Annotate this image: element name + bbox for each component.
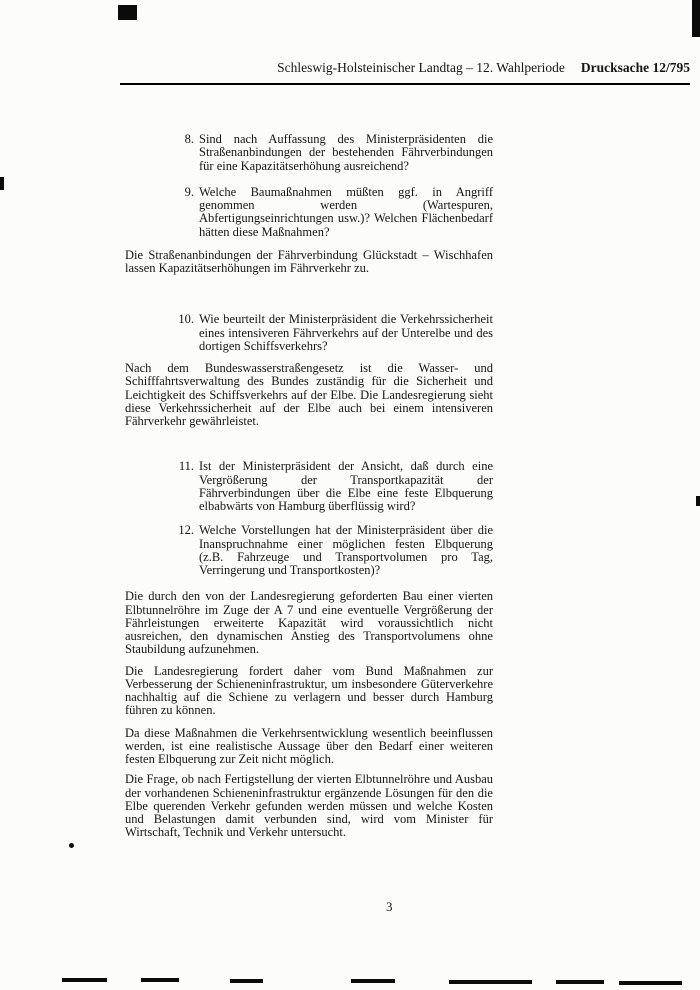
answer-paragraph-5: Da diese Maßnahmen die Verkehrsentwicklung wesentlich beeinflussen werden, ist eine realistische Aussage über den Bedarf einer weiteren festen Elbquerung zur Zeit nicht möglich. bbox=[125, 725, 493, 766]
scan-artifact-dash bbox=[619, 981, 682, 985]
answer-paragraph-2: Nach dem Bundeswasserstraßengesetz ist die Wasser- und Schifffahrtsverwaltung des Bundes zuständig für die Sicherheit und Leichtigkeit des Schiffsverkehrs auf der Elbe. Die Landesregierung sieht diese Verkehrssicherheit auf der Elbe auch bei einem intensiveren Fährverkehr gewährleistet. bbox=[125, 361, 493, 428]
scan-artifact-dash bbox=[449, 980, 532, 984]
question-10-text: Wie beurteilt der Ministerpräsident die Verkehrssicherheit eines intensiveren Fährverkehrs auf der Unterelbe und des dortigen Schiffsverkehrs? bbox=[199, 312, 493, 353]
question-8-text: Sind nach Auffassung des Ministerpräsidenten die Straßenanbindungen der bestehenden Fährverbindungen für eine Kapazitätserhöhung ausreichend? bbox=[199, 132, 493, 173]
question-11 bbox=[175, 460, 493, 513]
scan-artifact-dash bbox=[141, 978, 179, 982]
page-header bbox=[120, 60, 690, 85]
scan-artifact-dash bbox=[62, 978, 107, 982]
question-10 bbox=[175, 313, 493, 353]
header-parliament-title: Schleswig-Holsteinischer Landtag – 12. Wahlperiode bbox=[277, 60, 565, 75]
scan-artifact-dot bbox=[69, 843, 74, 848]
header-document-number: Drucksache 12/795 bbox=[580, 60, 690, 75]
question-12-number: 12. bbox=[178, 523, 194, 538]
document-body bbox=[125, 133, 493, 840]
question-9-number: 9. bbox=[184, 184, 194, 199]
question-9-text: Welche Baumaßnahmen müßten ggf. in Angriff genommen werden (Wartespuren, Abfertigungseinrichtungen usw.)? Welchen Flächenbedarf hätten diese Maßnahmen? bbox=[199, 184, 493, 239]
question-11-number: 11. bbox=[178, 459, 194, 474]
question-12-text: Welche Vorstellungen hat der Ministerpräsident über die Inanspruchnahme einer möglichen festen Elbquerung (z.B. Fahrzeuge und Transportvolumen pro Tag, Verringerung und Transportkosten)? bbox=[199, 523, 493, 577]
scan-artifact-corner-blot bbox=[118, 5, 137, 20]
scan-artifact-dash bbox=[351, 979, 395, 983]
scan-artifact-right-edge-mark bbox=[696, 496, 700, 506]
question-8-number: 8. bbox=[184, 132, 194, 146]
answer-paragraph-6: Die Frage, ob nach Fertigstellung der vierten Elbtunnelröhre und Ausbau der vorhandenen Schieneninfrastruktur ergänzende Lösungen für den die Elbe querenden Verkehr gefunden werden müssen und welche Kosten und Belastungen damit verbunden sind, wird vom Minister für Wirtschaft, Technik und Verkehr untersucht. bbox=[125, 772, 493, 840]
scan-artifact-left-edge-mark bbox=[0, 177, 4, 190]
answer-paragraph-1: Die Straßenanbindungen der Fährverbindung Glückstadt – Wischhafen lassen Kapazitätserhöhungen im Fährverkehr zu. bbox=[125, 247, 493, 275]
scan-artifact-dash bbox=[556, 980, 604, 984]
scan-artifact-right-top-bar bbox=[692, 0, 700, 37]
question-10-number: 10. bbox=[178, 312, 194, 327]
question-9 bbox=[175, 186, 493, 239]
answer-paragraph-3: Die durch den von der Landesregierung geforderten Bau einer vierten Elbtunnelröhre im Zuge der A 7 und eine eventuelle Vergrößerung der Fährleistungen erweiterte Kapazität wird voraussichtlich nicht ausreichen, den dynamischen Anstieg des Transportvolumens ohne Staubildung aufzunehmen. bbox=[125, 589, 493, 657]
question-8 bbox=[175, 133, 493, 173]
answer-paragraph-4: Die Landesregierung fordert daher vom Bund Maßnahmen zur Verbesserung der Schieneninfrastruktur, um insbesondere Güterverkehre nachhaltig auf die Schiene zu verlagern und besser durch Hamburg führen zu können. bbox=[125, 663, 493, 718]
page-number: 3 bbox=[386, 899, 393, 914]
question-12 bbox=[175, 524, 493, 577]
scan-artifact-dash bbox=[230, 979, 263, 983]
question-11-text: Ist der Ministerpräsident der Ansicht, daß durch eine Vergrößerung der Transportkapazität der Fährverbindungen über die Elbe eine feste Elbquerung elbabwärts von Hamburg überflüssig wird? bbox=[199, 459, 493, 513]
